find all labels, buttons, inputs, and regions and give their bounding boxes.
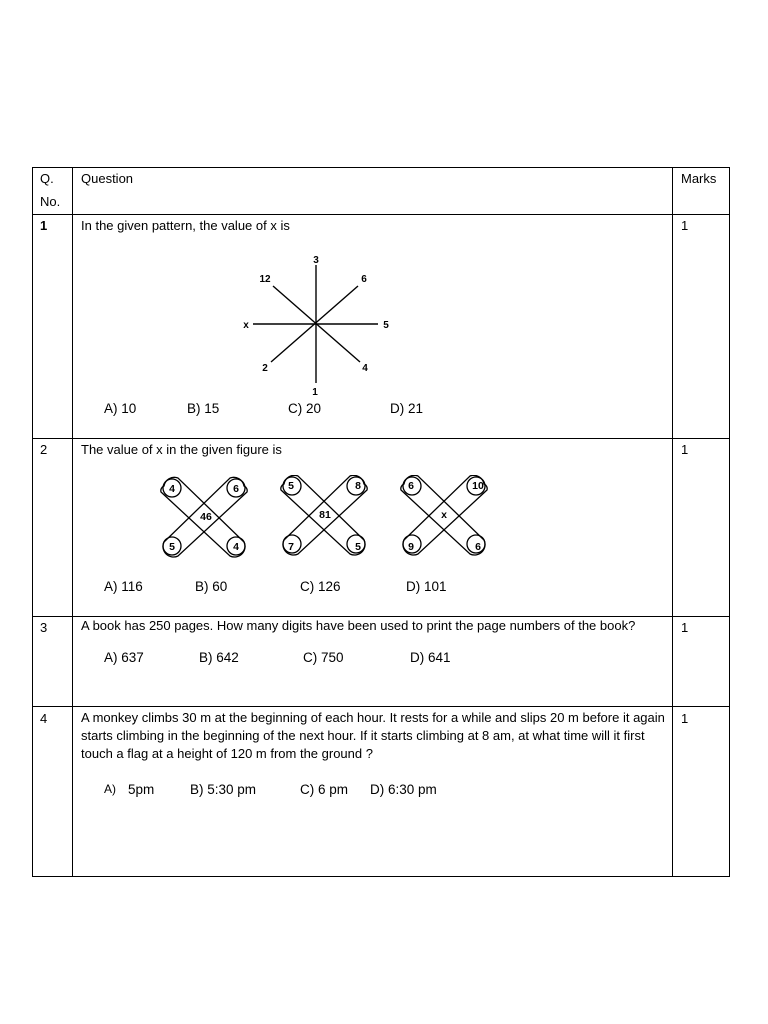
option-b: B) 15 xyxy=(187,401,220,416)
cross-figure-2 xyxy=(281,475,367,555)
cross-value: 5 xyxy=(288,480,294,492)
header-question: Question xyxy=(81,171,134,186)
option-d: D) 21 xyxy=(390,401,424,416)
header-qno-line2: No. xyxy=(40,194,61,209)
option-b: B) 5:30 pm xyxy=(190,782,257,797)
cross-value: 6 xyxy=(475,541,481,553)
cross-value: 10 xyxy=(472,480,484,492)
cross-center-value: x xyxy=(441,509,447,521)
pattern-label: 1 xyxy=(312,387,318,395)
option-d: D) 641 xyxy=(410,650,451,665)
option-d: D) 101 xyxy=(406,579,447,594)
cross-value: 7 xyxy=(288,541,294,553)
cross-value: 6 xyxy=(408,480,414,492)
question-number: 3 xyxy=(40,620,48,635)
row-divider xyxy=(33,706,729,707)
option-b: B) 642 xyxy=(199,650,239,665)
header-qno: Q. xyxy=(40,171,54,186)
pattern-label: 6 xyxy=(361,274,367,285)
option-a-value: 5pm xyxy=(128,782,155,797)
cross-figure-1 xyxy=(161,477,247,557)
cross-figure-3 xyxy=(401,475,487,555)
option-a: A) 637 xyxy=(104,650,144,665)
question-text: A monkey climbs 30 m at the beginning of each hour. It rests for a while and slips 20 m before it again starts climbing in the beginning of the next hour. If it starts climbing at 8 am, at what time will it first touch a flag at a height of 120 m from the ground ? xyxy=(81,710,665,761)
pattern-label: 12 xyxy=(259,274,271,285)
cross-center-value: 46 xyxy=(200,511,212,523)
cross-value: 8 xyxy=(355,480,361,492)
pattern-label: 4 xyxy=(362,363,368,374)
column-divider xyxy=(72,168,73,876)
cross-value: 5 xyxy=(355,541,361,553)
question-marks: 1 xyxy=(681,218,689,233)
option-b: B) 60 xyxy=(195,579,228,594)
question-marks: 1 xyxy=(681,711,689,726)
question-number: 4 xyxy=(40,711,48,726)
pattern-label: 2 xyxy=(262,363,268,374)
row-divider xyxy=(33,214,729,215)
question-number: 2 xyxy=(40,442,48,457)
row-divider xyxy=(33,438,729,439)
cross-figures xyxy=(158,475,493,563)
option-c: C) 750 xyxy=(303,650,344,665)
question-text: In the given pattern, the value of x is xyxy=(81,218,290,233)
pattern-label: x xyxy=(243,320,249,331)
option-c: C) 6 pm xyxy=(300,782,349,797)
question-table xyxy=(32,167,730,877)
column-divider xyxy=(672,168,673,876)
option-c: C) 126 xyxy=(300,579,341,594)
option-d: D) 6:30 pm xyxy=(370,782,437,797)
header-marks: Marks xyxy=(681,171,717,186)
question-marks: 1 xyxy=(681,620,689,635)
cross-value: 4 xyxy=(233,541,239,553)
option-a: A) 10 xyxy=(104,401,137,416)
option-a: A) 116 xyxy=(104,579,143,594)
star-pattern-figure xyxy=(228,250,408,395)
cross-value: 5 xyxy=(169,541,175,553)
row-divider xyxy=(33,616,729,617)
cross-value: 6 xyxy=(233,483,239,495)
question-number: 1 xyxy=(40,218,48,233)
cross-center-value: 81 xyxy=(319,509,331,521)
question-text: A book has 250 pages. How many digits have been used to print the page numbers of the book? xyxy=(81,618,636,633)
question-marks: 1 xyxy=(681,442,689,457)
cross-value: 4 xyxy=(169,483,175,495)
question-text: The value of x in the given figure is xyxy=(81,442,282,457)
cross-value: 9 xyxy=(408,541,414,553)
option-c: C) 20 xyxy=(288,401,322,416)
pattern-label: 5 xyxy=(383,320,389,331)
pattern-label: 3 xyxy=(313,255,319,266)
option-a: A) xyxy=(104,782,116,796)
